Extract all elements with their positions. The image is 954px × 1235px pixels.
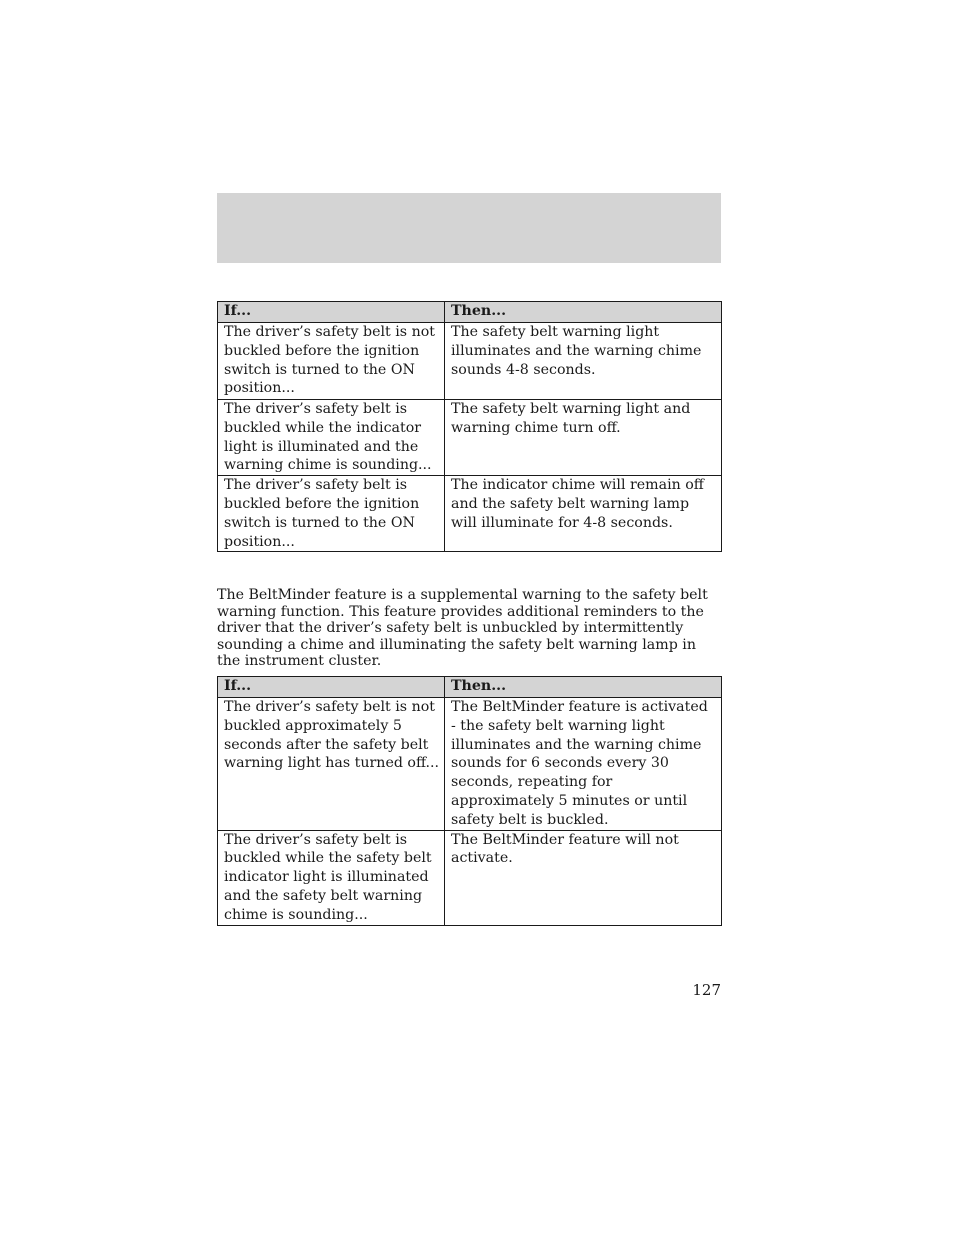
page-number: 127 xyxy=(692,981,721,999)
table-row xyxy=(218,830,722,925)
table-header-row xyxy=(218,302,722,323)
if-cell: The driver’s safety belt is buckled before the ignition switch is turned to the ON position... xyxy=(218,476,445,552)
then-cell: The BeltMinder feature is activated - the safety belt warning light illuminates and the warning chime sounds for 6 seconds every 30 seconds, repeating for approximately 5 minutes or until safety belt is buckled. xyxy=(445,698,722,831)
if-then-table-beltminder xyxy=(217,676,722,926)
if-cell: The driver’s safety belt is buckled while the safety belt indicator light is illuminated and the safety belt warning chime is sounding... xyxy=(218,830,445,925)
column-header-if: If... xyxy=(218,302,445,323)
section-header-band xyxy=(217,193,721,263)
table-row xyxy=(218,476,722,552)
column-header-then: Then... xyxy=(445,677,722,698)
table-row xyxy=(218,698,722,831)
if-then-table-safety-belt xyxy=(217,301,722,552)
table-row xyxy=(218,400,722,476)
then-cell: The safety belt warning light and warning chime turn off. xyxy=(445,400,722,476)
table-row xyxy=(218,323,722,400)
then-cell: The BeltMinder feature will not activate. xyxy=(445,830,722,925)
beltminder-description: The BeltMinder feature is a supplemental warning to the safety belt warning function. This feature provides additional reminders to the driver that the driver’s safety belt is unbuckled by intermittently sounding a chime and illuminating the safety belt warning lamp in the instrument cluster. xyxy=(217,587,708,669)
if-cell: The driver’s safety belt is not buckled approximately 5 seconds after the safety belt warning light has turned off... xyxy=(218,698,445,831)
then-cell: The safety belt warning light illuminates and the warning chime sounds 4-8 seconds. xyxy=(445,323,722,400)
if-cell: The driver’s safety belt is buckled while the indicator light is illuminated and the warning chime is sounding... xyxy=(218,400,445,476)
column-header-if: If... xyxy=(218,677,445,698)
then-cell: The indicator chime will remain off and the safety belt warning lamp will illuminate for 4-8 seconds. xyxy=(445,476,722,552)
column-header-then: Then... xyxy=(445,302,722,323)
table-header-row xyxy=(218,677,722,698)
if-cell: The driver’s safety belt is not buckled before the ignition switch is turned to the ON position... xyxy=(218,323,445,400)
